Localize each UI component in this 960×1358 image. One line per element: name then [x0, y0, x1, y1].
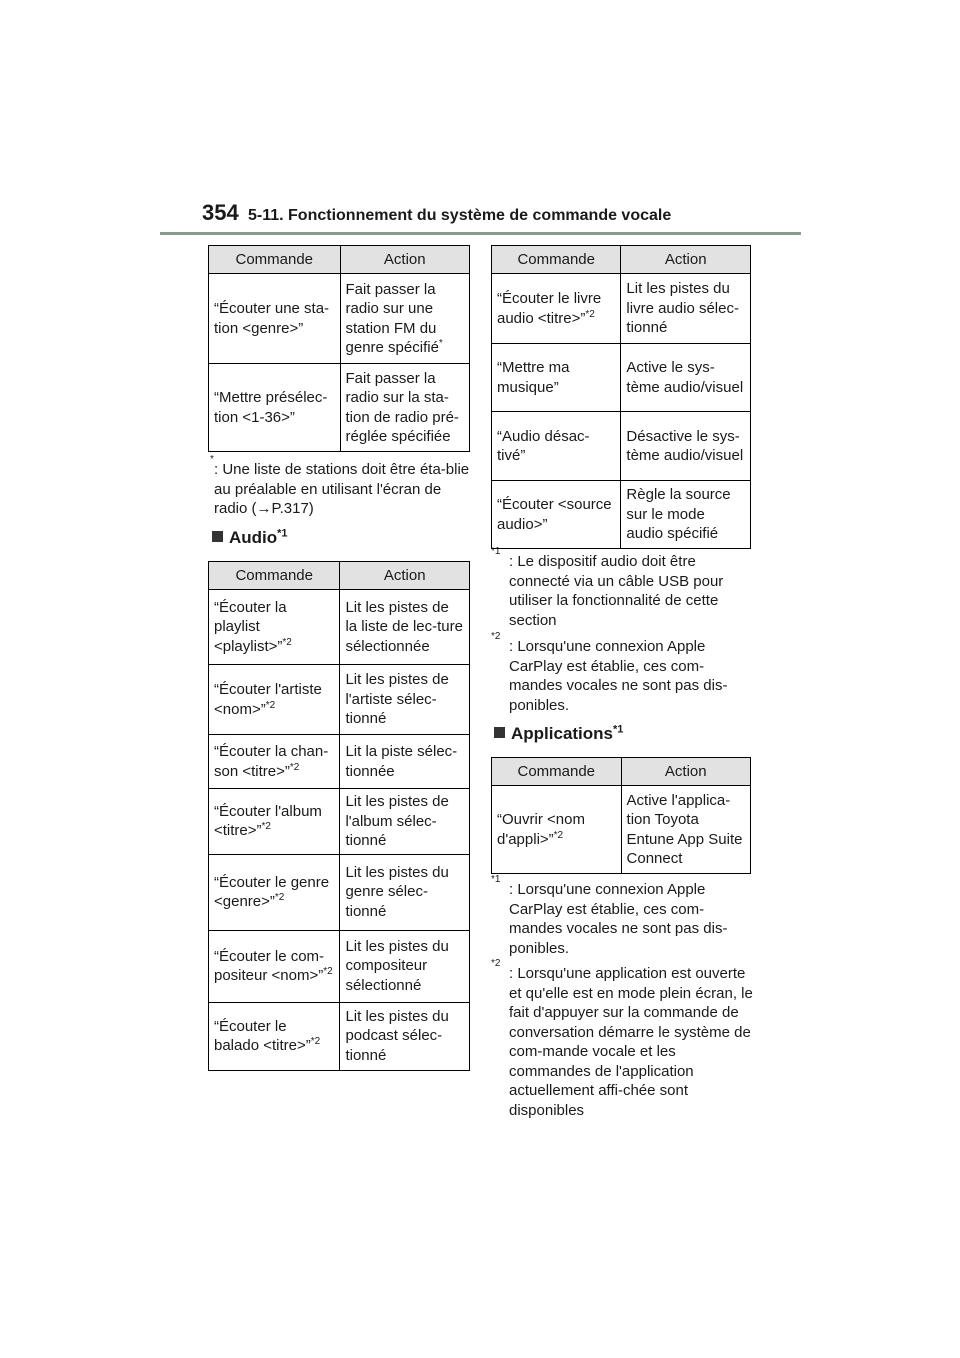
action-cell: Lit les pistes de l'album sélec-tionné: [340, 789, 470, 855]
square-bullet-icon: [494, 727, 505, 738]
command-cell: “Écouter le livre audio <titre>”$^{*2}$: [492, 274, 621, 344]
applications-command-table: [491, 757, 751, 874]
column-header-action: Action: [340, 246, 469, 274]
column-header-command: Commande: [492, 246, 621, 274]
action-cell: Lit les pistes du livre audio sélec-tionné: [621, 274, 751, 344]
command-cell: “Écouter une sta-tion <genre>”: [209, 274, 341, 364]
command-cell: “Mettre présélec-tion <1-36>”: [209, 364, 341, 452]
action-cell: Lit la piste sélec-tionnée: [340, 735, 470, 789]
column-header-action: Action: [621, 246, 751, 274]
command-cell: “Audio désac-tivé”: [492, 412, 621, 481]
command-cell: “Écouter <source audio>”: [492, 481, 621, 549]
table-row: [209, 1002, 470, 1070]
footnote-text: : Lorsqu'une application est ouverte et qu'elle est en mode plein écran, le fait d'appuyer sur la commande de conversation démarre le système de com-mande vocale et les commandes de l'application actuellement affi-chée sont disponibles: [509, 965, 753, 1119]
radio-command-table: [208, 245, 470, 452]
table-row: [209, 665, 470, 735]
footnote-text: : Le dispositif audio doit être connecté via un câble USB pour utiliser la fonctionnalité de cette section: [509, 553, 724, 629]
footnote: * : Une liste de stations doit être éta-blie au préalable en utilisant l'écran de radio (→P.317): [210, 460, 472, 519]
section-heading-applications: Applications$^{*1}$: [494, 724, 623, 744]
action-cell: Fait passer la radio sur la sta-tion de radio pré-réglée spécifiée: [340, 364, 469, 452]
section-title: 5-11. Fonctionnement du système de commande vocale: [248, 207, 672, 224]
table-row: [492, 481, 751, 549]
column-header-command: Commande: [209, 246, 341, 274]
column-header-command: Commande: [492, 758, 622, 786]
table-row: [209, 590, 470, 665]
command-cell: “Écouter le com-positeur <nom>”$^{*2}$: [209, 930, 340, 1002]
table-row: [209, 735, 470, 789]
command-cell: “Écouter l'artiste <nom>”$^{*2}$: [209, 665, 340, 735]
action-cell: Lit les pistes du compositeur sélectionné: [340, 930, 470, 1002]
action-cell: Désactive le sys-tème audio/visuel: [621, 412, 751, 481]
footnote: *2 : Lorsqu'une connexion Apple CarPlay est établie, ces com-mandes vocales ne sont pas dis-ponibles.: [491, 637, 753, 715]
table-row: [492, 274, 751, 344]
table-row: [492, 786, 751, 874]
section-heading-audio: Audio$^{*1}$: [212, 528, 288, 548]
action-cell: Règle la source sur le mode audio spécifié: [621, 481, 751, 549]
action-cell: Lit les pistes du genre sélec-tionné: [340, 854, 470, 930]
command-cell: “Écouter la playlist <playlist>”$^{*2}$: [209, 590, 340, 665]
command-cell: “Écouter l'album <titre>”$^{*2}$: [209, 789, 340, 855]
command-cell: “Écouter la chan-son <titre>”$^{*2}$: [209, 735, 340, 789]
footnote-text: : Lorsqu'une connexion Apple CarPlay est établie, ces com-mandes vocales ne sont pas dis-ponibles.: [509, 638, 728, 714]
table-row: [209, 274, 470, 364]
footnote: *1 : Le dispositif audio doit être connecté via un câble USB pour utiliser la fonctionnalité de cette section: [491, 552, 753, 630]
column-header-action: Action: [621, 758, 750, 786]
action-cell: Fait passer la radio sur une station FM du genre spécifié*: [340, 274, 469, 364]
action-cell: Active le sys-tème audio/visuel: [621, 344, 751, 412]
audio-command-table: [208, 561, 470, 1071]
header-divider: [160, 232, 801, 235]
action-cell: Active l'applica-tion Toyota Entune App Suite Connect: [621, 786, 750, 874]
command-cell: “Ouvrir <nom d'appli>”$^{*2}$: [492, 786, 622, 874]
action-cell: Lit les pistes de la liste de lec-ture sélectionnée: [340, 590, 470, 665]
page-number: 354: [202, 200, 239, 225]
action-cell: Lit les pistes du podcast sélec-tionné: [340, 1002, 470, 1070]
footnote: *2 : Lorsqu'une application est ouverte et qu'elle est en mode plein écran, le fait d'appuyer sur la commande de conversation démarre le système de com-mande vocale et les commandes de l'application actuellement affi-chée sont disponibles: [491, 958, 753, 1119]
column-header-action: Action: [340, 562, 470, 590]
audio-command-table-continued: [491, 245, 751, 549]
footnote-text: : Une liste de stations doit être éta-blie au préalable en utilisant l'écran de radio (→P.317): [214, 461, 470, 517]
table-row: [492, 412, 751, 481]
table-row: [209, 364, 470, 452]
command-cell: “Mettre ma musique”: [492, 344, 621, 412]
command-cell: “Écouter le balado <titre>”$^{*2}$: [209, 1002, 340, 1070]
action-cell: Lit les pistes de l'artiste sélec-tionné: [340, 665, 470, 735]
footnote-text: : Lorsqu'une connexion Apple CarPlay est établie, ces com-mandes vocales ne sont pas dis-ponibles.: [509, 881, 728, 957]
square-bullet-icon: [212, 531, 223, 542]
table-row: [492, 344, 751, 412]
command-cell: “Écouter le genre <genre>”$^{*2}$: [209, 854, 340, 930]
footnote: *1 : Lorsqu'une connexion Apple CarPlay est établie, ces com-mandes vocales ne sont pas dis-ponibles.: [491, 880, 753, 958]
table-row: [209, 789, 470, 855]
column-header-command: Commande: [209, 562, 340, 590]
table-row: [209, 854, 470, 930]
table-row: [209, 930, 470, 1002]
